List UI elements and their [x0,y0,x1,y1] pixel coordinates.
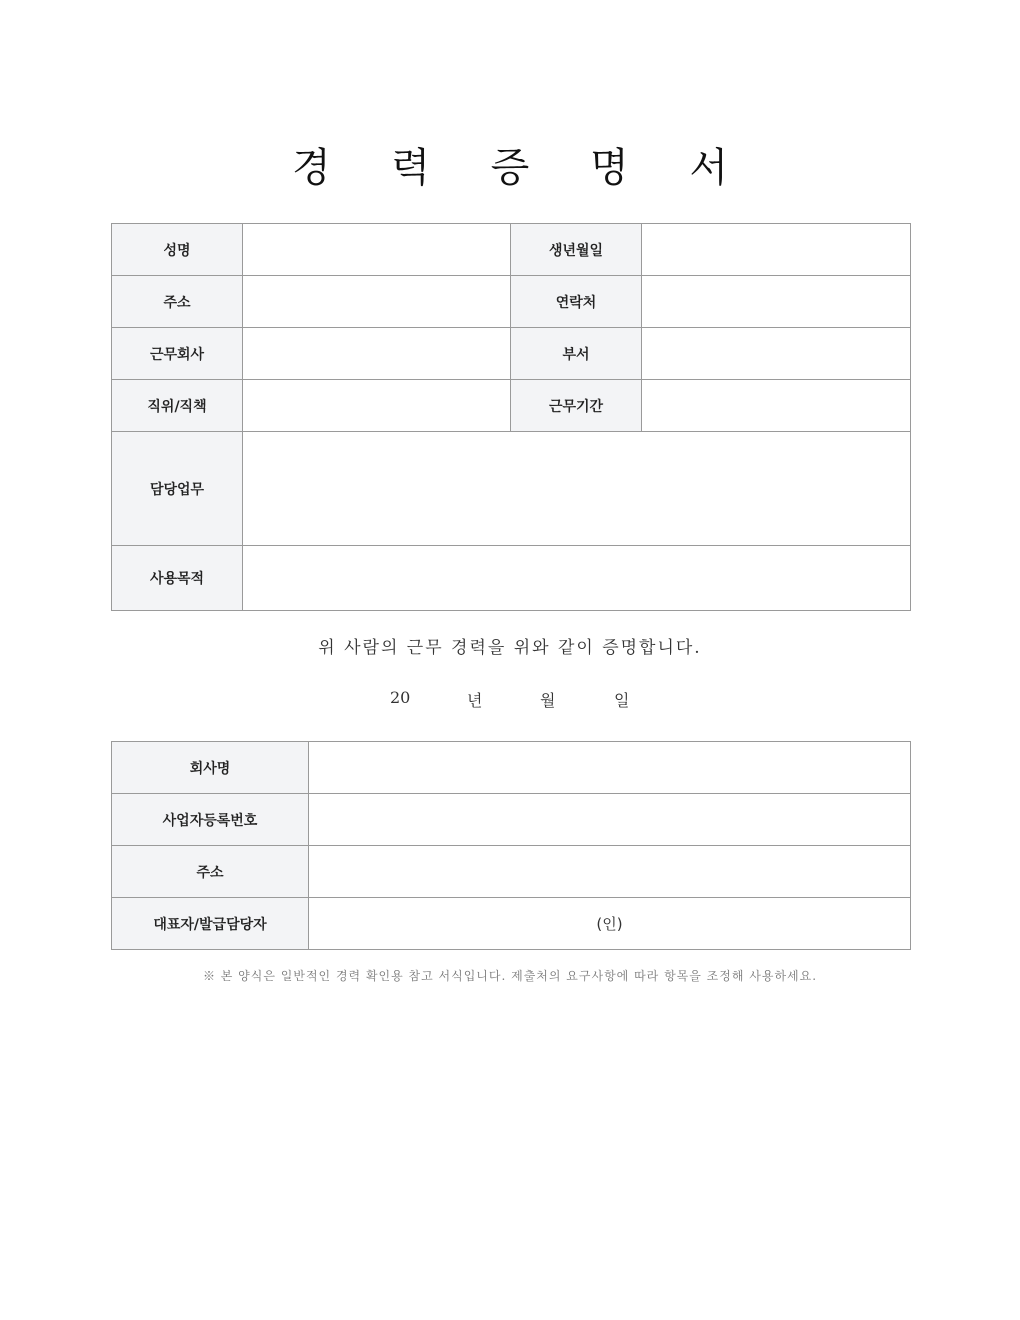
issuer-address-field[interactable] [309,846,911,898]
purpose-field[interactable] [243,546,911,611]
employee-info-table [111,223,911,611]
company-name-field[interactable] [309,742,911,794]
department-label: 부서 [511,328,642,380]
row-name-birth [112,224,911,276]
row-address-contact [112,276,911,328]
company-field[interactable] [243,328,511,380]
duties-label: 담당업무 [112,432,243,546]
row-registration-number [112,794,911,846]
issuer-address-label: 주소 [112,846,309,898]
row-purpose [112,546,911,611]
representative-label: 대표자/발급담당자 [112,898,309,950]
row-company-department [112,328,911,380]
position-field[interactable] [243,380,511,432]
birth-date-field[interactable] [642,224,911,276]
issuer-info-table [111,741,911,950]
certification-statement: 위 사람의 근무 경력을 위와 같이 증명합니다. [318,638,702,658]
company-name-label: 회사명 [112,742,309,794]
row-position-period [112,380,911,432]
work-period-label: 근무기간 [511,380,642,432]
row-representative [112,898,911,950]
registration-number-label: 사업자등록번호 [112,794,309,846]
department-field[interactable] [642,328,911,380]
contact-label: 연락처 [511,276,642,328]
row-company-name [112,742,911,794]
date-year-label: 년 [467,691,483,710]
document-title: 경 력 증 명 서 [291,145,753,191]
date-month-label: 월 [540,691,556,710]
seal-field[interactable]: (인) [309,898,911,950]
purpose-label: 사용목적 [112,546,243,611]
address-field[interactable] [243,276,511,328]
address-label: 주소 [112,276,243,328]
duties-field[interactable] [243,432,911,546]
name-field[interactable] [243,224,511,276]
position-label: 직위/직책 [112,380,243,432]
registration-number-field[interactable] [309,794,911,846]
row-duties [112,432,911,546]
name-label: 성명 [112,224,243,276]
date-day-label: 일 [614,691,630,710]
company-label: 근무회사 [112,328,243,380]
row-issuer-address [112,846,911,898]
work-period-field[interactable] [642,380,911,432]
birth-date-label: 생년월일 [511,224,642,276]
footnote: ※ 본 양식은 일반적인 경력 확인용 참고 서식입니다. 제출처의 요구사항에 따라 항목을 조정해 사용하세요. [202,969,818,983]
contact-field[interactable] [642,276,911,328]
date-year-prefix: 20 [390,688,411,707]
